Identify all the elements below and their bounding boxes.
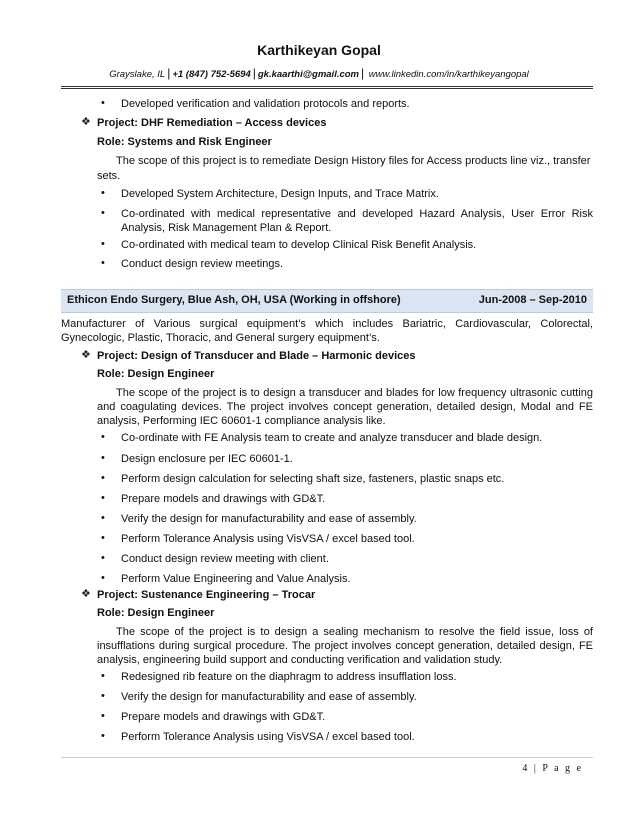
contact-line <box>0 66 638 80</box>
project-scope-line: insufflations during surgical procedure. The project involves concept generation, detailed design, FE <box>97 640 593 652</box>
diamond-bullet-icon: ❖ <box>81 116 91 128</box>
bullet-icon: • <box>101 710 105 722</box>
footer-divider <box>61 757 593 758</box>
separator: | <box>167 66 171 80</box>
company-name: Ethicon Endo Surgery, Blue Ash, OH, USA (Working in offshore) <box>67 294 401 306</box>
bullet-icon: • <box>101 512 105 524</box>
list-item: Conduct design review meeting with client. <box>121 553 329 565</box>
company-dates: Jun-2008 – Sep-2010 <box>478 294 587 306</box>
list-item: Perform Tolerance Analysis using VisVSA / excel based tool. <box>121 533 415 545</box>
bullet-icon: • <box>101 532 105 544</box>
bullet-icon: • <box>101 431 105 443</box>
project-title: Project: Design of Transducer and Blade – Harmonic devices <box>97 350 416 362</box>
project-scope-line: sets. <box>97 170 121 182</box>
bullet-icon: • <box>101 472 105 484</box>
diamond-bullet-icon: ❖ <box>81 349 91 361</box>
bullet-icon: • <box>101 670 105 682</box>
list-item-continuation: Analysis, Risk Management Plan & Report. <box>121 222 332 234</box>
list-item: Verify the design for manufacturability and ease of assembly. <box>121 513 417 525</box>
project-title: Project: DHF Remediation – Access devices <box>97 117 327 129</box>
list-item: Developed verification and validation protocols and reports. <box>121 98 410 110</box>
list-item: Co-ordinated with medical team to develop Clinical Risk Benefit Analysis. <box>121 239 477 251</box>
list-item: Prepare models and drawings with GD&T. <box>121 711 326 723</box>
separator: | <box>252 66 256 80</box>
diamond-bullet-icon: ❖ <box>81 588 91 600</box>
project-role: Role: Systems and Risk Engineer <box>97 136 272 148</box>
list-item: Perform Tolerance Analysis using VisVSA / excel based tool. <box>121 731 415 743</box>
list-item: Co-ordinate with FE Analysis team to create and analyze transducer and blade design. <box>121 432 543 444</box>
resume-name: Karthikeyan Gopal <box>257 42 381 58</box>
list-item: Redesigned rib feature on the diaphragm to address insufflation loss. <box>121 671 457 683</box>
project-scope-line: The scope of the project is to design a sealing mechanism to resolve the field issue, loss of <box>116 626 593 638</box>
bullet-icon: • <box>101 552 105 564</box>
company-description: Manufacturer of Various surgical equipment’s which includes Bariatric, Cardiovascular, Colorectal, <box>61 318 593 330</box>
bullet-icon: • <box>101 187 105 199</box>
company-description: Gynecologic, Plastic, Thoracic, and General surgery equipment’s. <box>61 332 380 344</box>
project-scope-line: analysis, engineering build support and conducting verification and validation study. <box>97 654 503 666</box>
list-item: Developed System Architecture, Design Inputs, and Trace Matrix. <box>121 188 439 200</box>
list-item: Prepare models and drawings with GD&T. <box>121 493 326 505</box>
project-title: Project: Sustenance Engineering – Trocar <box>97 589 316 601</box>
project-scope-line: The scope of this project is to remediate Design History files for Access products line viz., transfer <box>116 155 591 167</box>
separator: | <box>361 66 365 80</box>
list-item: Perform design calculation for selecting shaft size, fasteners, plastic snaps etc. <box>121 473 505 485</box>
bullet-icon: • <box>101 452 105 464</box>
bullet-icon: • <box>101 492 105 504</box>
bullet-icon: • <box>101 257 105 269</box>
bullet-icon: • <box>101 238 105 250</box>
list-item: Verify the design for manufacturability and ease of assembly. <box>121 691 417 703</box>
linkedin-url: www.linkedin.com/in/karthikeyangopal <box>368 69 529 80</box>
bullet-icon: • <box>101 97 105 109</box>
bullet-icon: • <box>101 207 105 219</box>
location: Grayslake, IL <box>109 69 166 80</box>
bullet-icon: • <box>101 690 105 702</box>
email: gk.kaarthi@gmail.com <box>257 69 360 80</box>
company-header-bar <box>61 289 593 313</box>
project-scope-line: and coagulating devices. The project involves concept generation, detailed design, Modal and FE <box>97 401 593 413</box>
list-item: Conduct design review meetings. <box>121 258 284 270</box>
project-scope-line: analysis, Performing IEC 60601-1 compliance analysis like. <box>97 415 386 427</box>
phone: +1 (847) 752-5694 <box>172 69 251 80</box>
list-item: Co-ordinated with medical representative and developed Hazard Analysis, User Error Risk <box>121 208 593 220</box>
header-divider <box>61 86 593 89</box>
project-role: Role: Design Engineer <box>97 368 215 380</box>
list-item: Design enclosure per IEC 60601-1. <box>121 453 293 465</box>
page-number: 4 | P a g e <box>522 763 583 774</box>
bullet-icon: • <box>101 572 105 584</box>
list-item: Perform Value Engineering and Value Analysis. <box>121 573 351 585</box>
project-role: Role: Design Engineer <box>97 607 215 619</box>
project-scope-line: The scope of the project is to design a transducer and blades for low frequency ultrasonic cutting <box>116 387 593 399</box>
bullet-icon: • <box>101 730 105 742</box>
